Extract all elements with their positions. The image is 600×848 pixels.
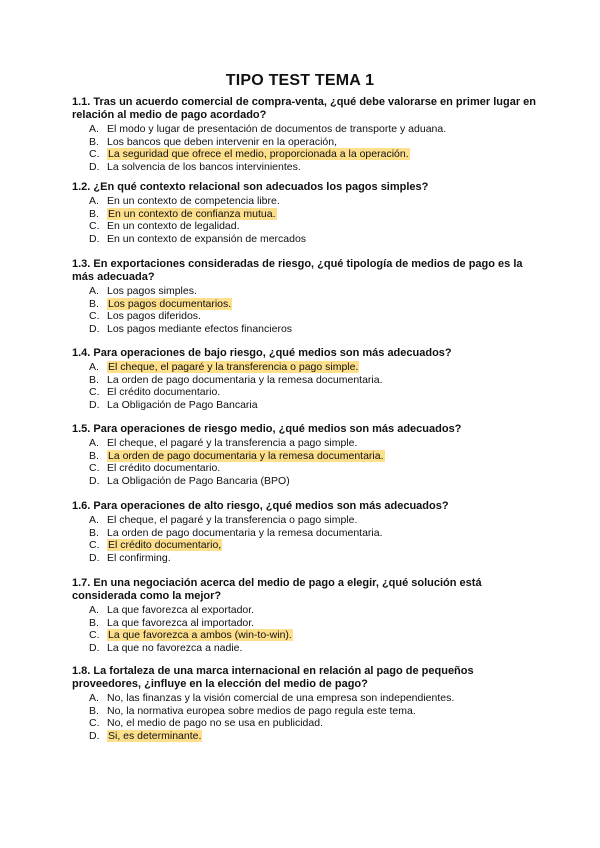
options-list bbox=[72, 285, 542, 335]
question-stem: 1.1. Tras un acuerdo comercial de compra-venta, ¿qué debe valorarse en primer lugar en relación al medio de pago acordado? bbox=[72, 96, 537, 121]
option-c: C. No, el medio de pago no se usa en publicidad. bbox=[89, 717, 323, 730]
option-c: C. El crédito documentario. bbox=[89, 462, 221, 475]
question-1-5 bbox=[72, 423, 542, 487]
option-d-highlighted: D. Si, es determinante. bbox=[89, 729, 202, 742]
option-a-highlighted: A. El cheque, el pagaré y la transferencia o pago simple. bbox=[89, 361, 359, 373]
option-c-highlighted: C. El crédito documentario, bbox=[89, 539, 222, 552]
question-stem: 1.4. Para operaciones de bajo riesgo, ¿qué medios son más adecuados? bbox=[72, 347, 452, 359]
option-d: D. La Obligación de Pago Bancaria (BPO) bbox=[89, 474, 290, 487]
options-list bbox=[72, 514, 542, 564]
option-a: A. La que favorezca al exportador. bbox=[89, 604, 255, 616]
option-b: B. No, la normativa europea sobre medios de pago regula este tema. bbox=[89, 704, 416, 717]
question-1-4 bbox=[72, 347, 542, 411]
option-b: B. La orden de pago documentaria y la remesa documentaria. bbox=[89, 373, 383, 386]
options-list bbox=[72, 361, 542, 411]
option-c: C. Los pagos diferidos. bbox=[89, 310, 201, 323]
option-b-highlighted: B. Los pagos documentarios. bbox=[89, 297, 232, 310]
option-b-highlighted: B. La orden de pago documentaria y la remesa documentaria. bbox=[89, 449, 384, 462]
question-1-3 bbox=[72, 258, 542, 335]
question-1-6 bbox=[72, 500, 542, 564]
option-d: D. En un contexto de expansión de mercados bbox=[89, 232, 307, 245]
options-list bbox=[72, 437, 542, 487]
option-a: A. El cheque, el pagaré y la transferencia o pago simple. bbox=[89, 514, 358, 526]
question-stem: 1.7. En una negociación acerca del medio de pago a elegir, ¿qué solución está considerada como la mejor? bbox=[72, 577, 482, 602]
option-d: D. El confirming. bbox=[89, 551, 171, 564]
option-d: D. La solvencia de los bancos intervinientes. bbox=[89, 160, 301, 173]
options-list bbox=[72, 123, 542, 173]
question-stem: 1.6. Para operaciones de alto riesgo, ¿qué medios son más adecuados? bbox=[72, 500, 449, 512]
option-b: B. Los bancos que deben intervenir en la operación, bbox=[89, 135, 337, 148]
option-d: D. Los pagos mediante efectos financieros bbox=[89, 322, 293, 335]
option-a: A. No, las finanzas y la visión comercial de una empresa son independientes. bbox=[89, 692, 455, 704]
option-c: C. El crédito documentario. bbox=[89, 386, 221, 399]
options-list bbox=[72, 604, 542, 654]
option-d: D. La que no favorezca a nadie. bbox=[89, 641, 243, 654]
question-1-2 bbox=[72, 181, 542, 245]
option-a: A. El modo y lugar de presentación de documentos de transporte y aduana. bbox=[89, 123, 447, 135]
option-a: A. Los pagos simples. bbox=[89, 285, 197, 297]
option-c: C. En un contexto de legalidad. bbox=[89, 220, 240, 233]
question-1-8 bbox=[72, 665, 542, 742]
option-b-highlighted: B. En un contexto de confianza mutua. bbox=[89, 207, 276, 220]
options-list bbox=[72, 692, 542, 742]
option-b: B. La que favorezca al importador. bbox=[89, 616, 255, 629]
question-1-7 bbox=[72, 577, 542, 654]
question-stem: 1.8. La fortaleza de una marca internacional en relación al pago de pequeños proveedores, ¿influye en la elección del medio de pago? bbox=[72, 665, 474, 690]
question-stem: 1.5. Para operaciones de riesgo medio, ¿qué medios son más adecuados? bbox=[72, 423, 462, 435]
options-list bbox=[72, 195, 542, 245]
question-stem: 1.2. ¿En qué contexto relacional son adecuados los pagos simples? bbox=[72, 181, 429, 193]
question-stem: 1.3. En exportaciones consideradas de riesgo, ¿qué tipología de medios de pago es la más adecuada? bbox=[72, 258, 523, 283]
question-1-1 bbox=[72, 96, 542, 173]
option-a: A. El cheque, el pagaré y la transferencia a pago simple. bbox=[89, 437, 358, 449]
option-a: A. En un contexto de competencia libre. bbox=[89, 195, 280, 207]
option-d: D. La Obligación de Pago Bancaria bbox=[89, 398, 258, 411]
option-c-highlighted: C. La seguridad que ofrece el medio, proporcionada a la operación. bbox=[89, 148, 409, 161]
page-title: TIPO TEST TEMA 1 bbox=[225, 72, 375, 89]
option-c-highlighted: C. La que favorezca a ambos (win-to-win). bbox=[89, 629, 292, 642]
option-b: B. La orden de pago documentaria y la remesa documentaria. bbox=[89, 526, 383, 539]
